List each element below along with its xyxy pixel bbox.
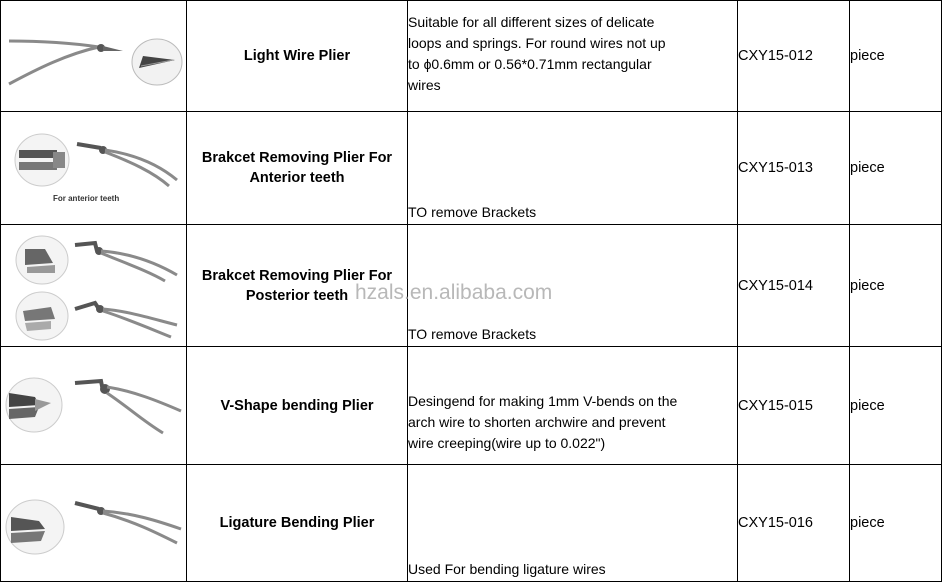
product-code: CXY15-015 [738,347,850,465]
product-image-cell [1,112,187,225]
table-row [1,1,942,112]
plier-tip-closeup-icon [15,235,69,285]
description-line: loops and springs. For round wires not up [408,35,666,51]
product-name-line: Posterior teeth [245,287,349,304]
bracket-removing-plier-icon [73,295,181,341]
description-line: wires [408,77,441,93]
description-line: Desingend for making 1mm V-bends on the [408,393,678,409]
description-line: arch wire to shorten archwire and prevent [408,414,666,430]
product-description [408,112,738,225]
plier-tip-closeup-icon [13,132,71,188]
bracket-removing-plier-icon [73,140,181,190]
table-row [1,112,942,225]
description-line: TO remove Brackets [408,326,537,342]
product-name [187,112,408,225]
product-unit: piece [850,347,942,465]
description-line: Suitable for all different sizes of delicate [408,14,655,30]
image-caption: For anterior teeth [53,194,120,203]
bracket-removing-plier-icon [73,239,181,285]
plier-tip-closeup-icon [15,291,69,341]
product-name-line: Anterior teeth [249,170,345,186]
product-name-line: Brakcet Removing Plier For [201,150,393,166]
description-line: Used For bending ligature wires [408,561,606,577]
product-image-cell [1,1,187,112]
light-wire-plier-icon [7,29,127,89]
watermark: hzals.en.alibaba.com [355,281,553,304]
ligature-bending-plier-icon [73,499,185,549]
product-unit: piece [850,465,942,582]
table-row [1,465,942,582]
plier-tip-closeup-icon [5,377,63,433]
product-image-cell [1,465,187,582]
description-line: to ϕ0.6mm or 0.56*0.71mm rectangular [408,56,652,72]
product-description [408,347,738,465]
product-name: V-Shape bending Plier [187,347,408,465]
plier-tip-closeup-icon [131,38,183,86]
product-image-cell [1,225,187,347]
product-image-cell [1,347,187,465]
product-unit: piece [850,1,942,112]
product-name: Ligature Bending Plier [187,465,408,582]
v-shape-bending-plier-icon [73,371,185,441]
description-line: wire creeping(wire up to 0.022") [408,435,606,451]
description-line: TO remove Brackets [408,204,537,220]
product-code: CXY15-013 [738,112,850,225]
table-row [1,347,942,465]
product-description [408,1,738,112]
product-name-line: Brakcet Removing Plier For [201,267,393,284]
product-unit: piece [850,112,942,225]
product-description [408,465,738,582]
product-unit: piece [850,225,942,347]
product-name: Light Wire Plier [187,1,408,112]
table-row [1,225,942,347]
product-code: CXY15-012 [738,1,850,112]
product-description [408,225,738,347]
product-code: CXY15-014 [738,225,850,347]
plier-tip-closeup-icon [5,499,65,555]
product-code: CXY15-016 [738,465,850,582]
product-name [187,225,408,347]
